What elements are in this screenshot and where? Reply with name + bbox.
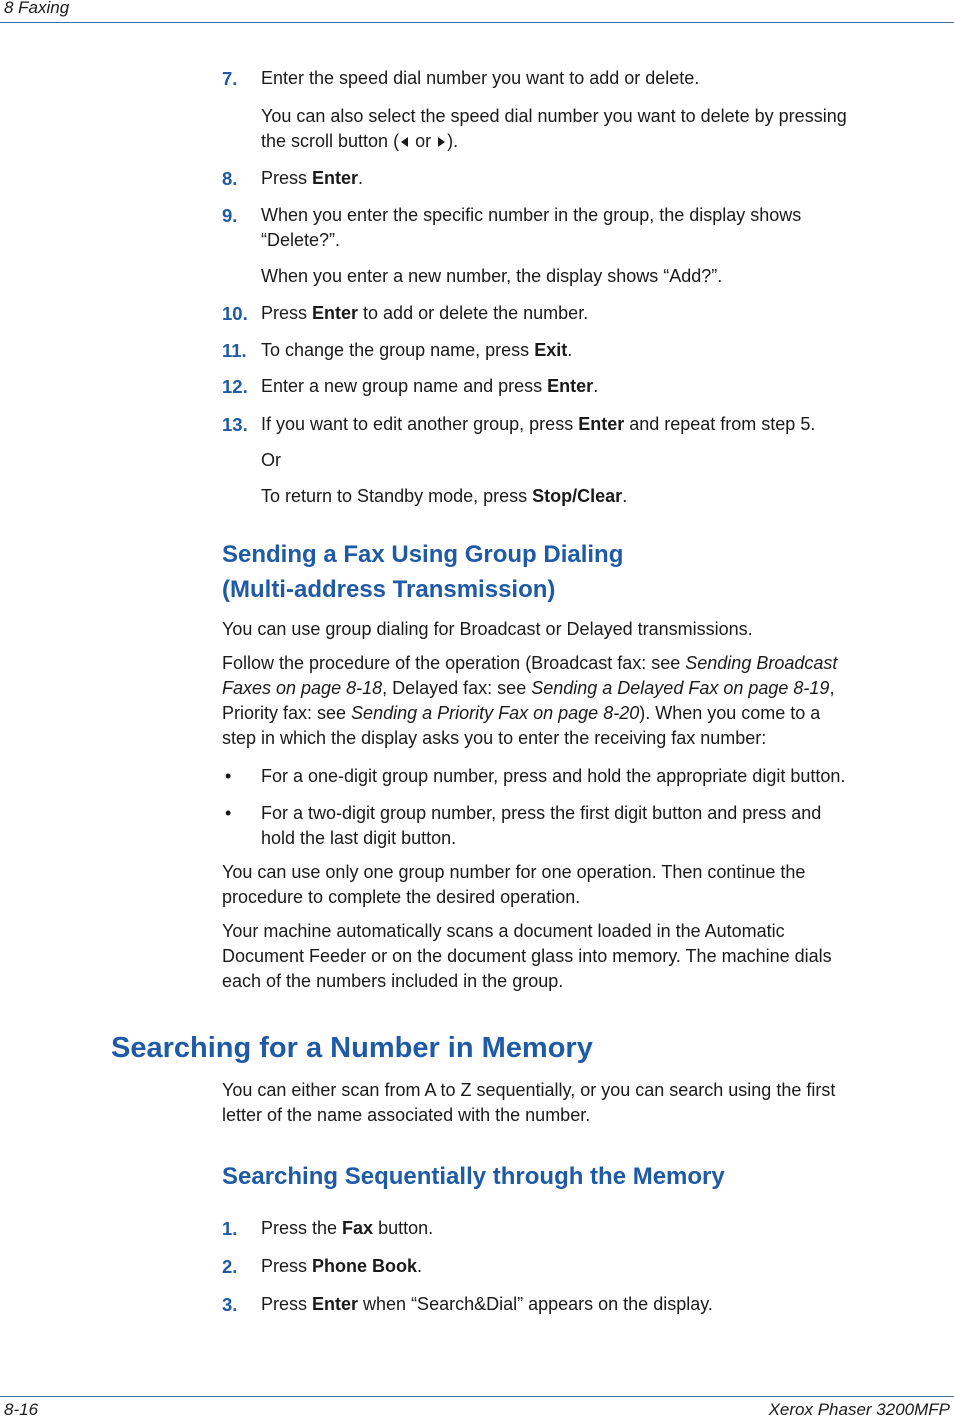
step-number: 1. bbox=[222, 1218, 238, 1239]
xref-link[interactable]: Sending a Priority Fax on page 8-20 bbox=[351, 703, 640, 723]
section-title-group-dialing: Sending a Fax Using Group Dialing bbox=[222, 541, 624, 568]
step-number: 10. bbox=[222, 303, 248, 324]
paragraph-line: Document Feeder or on the document glass into memory. The machine dials bbox=[222, 946, 832, 966]
step-text: If you want to edit another group, press Enter and repeat from step 5. bbox=[261, 414, 816, 434]
paragraph-line: each of the numbers included in the group. bbox=[222, 971, 564, 991]
xref-link[interactable]: Sending Broadcast bbox=[685, 653, 838, 673]
step-text: To change the group name, press Exit. bbox=[261, 340, 573, 360]
step-number: 7. bbox=[222, 68, 238, 89]
paragraph-line: You can use only one group number for one operation. Then continue the bbox=[222, 862, 806, 882]
step-text: Press Enter when “Search&Dial” appears on the display. bbox=[261, 1294, 713, 1314]
step-number: 9. bbox=[222, 205, 238, 226]
page-number: 8-16 bbox=[4, 1400, 39, 1419]
step-number: 11. bbox=[222, 340, 247, 361]
step-number: 12. bbox=[222, 376, 248, 397]
step-13-note: To return to Standby mode, press Stop/Clear. bbox=[261, 486, 628, 506]
bullet-icon: • bbox=[225, 803, 232, 823]
step-9-cont: “Delete?”. bbox=[261, 230, 341, 250]
step-number: 8. bbox=[222, 168, 238, 189]
section-title-group-dialing-line2: (Multi-address Transmission) bbox=[222, 576, 556, 603]
section-title-search: Searching for a Number in Memory bbox=[111, 1032, 593, 1064]
step-text: Enter a new group name and press Enter. bbox=[261, 376, 599, 396]
paragraph-line: Faxes on page 8-18, Delayed fax: see Sending a Delayed Fax on page 8-19, bbox=[222, 678, 835, 698]
paragraph: You can use group dialing for Broadcast or Delayed transmissions. bbox=[222, 619, 753, 639]
paragraph-line: Follow the procedure of the operation (Broadcast fax: see Sending Broadcast bbox=[222, 653, 838, 673]
step-number: 13. bbox=[222, 414, 248, 435]
scroll-left-icon bbox=[401, 137, 408, 147]
paragraph-line: procedure to complete the desired operation. bbox=[222, 887, 581, 907]
paragraph-line: step in which the display asks you to enter the receiving fax number: bbox=[222, 728, 767, 748]
paragraph-line: letter of the name associated with the number. bbox=[222, 1105, 591, 1125]
scroll-right-icon bbox=[438, 137, 445, 147]
chapter-title: 8 Faxing bbox=[4, 0, 70, 17]
step-number: 2. bbox=[222, 1256, 238, 1277]
subsection-title: Searching Sequentially through the Memory bbox=[222, 1163, 725, 1190]
page-footer bbox=[0, 1396, 954, 1419]
product-name: Xerox Phaser 3200MFP bbox=[768, 1400, 950, 1419]
step-13-or: Or bbox=[261, 450, 281, 470]
paragraph-line: Priority fax: see Sending a Priority Fax on page 8-20). When you come to a bbox=[222, 703, 821, 723]
bullet-icon: • bbox=[225, 766, 232, 786]
xref-link[interactable]: Sending a Delayed Fax on page 8-19 bbox=[531, 678, 830, 698]
step-text: Press Enter to add or delete the number. bbox=[261, 303, 589, 323]
step-text: Press Enter. bbox=[261, 168, 364, 188]
xref-link[interactable]: Faxes on page 8-18 bbox=[222, 678, 383, 698]
step-7-note-line2: the scroll button ( or ). bbox=[261, 131, 459, 151]
step-text: When you enter the specific number in the group, the display shows bbox=[261, 205, 802, 225]
step-text: Press the Fax button. bbox=[261, 1218, 434, 1238]
step-number: 3. bbox=[222, 1294, 238, 1315]
bullet-cont: hold the last digit button. bbox=[261, 828, 457, 848]
paragraph-line: Your machine automatically scans a document loaded in the Automatic bbox=[222, 921, 785, 941]
page-header bbox=[0, 0, 954, 23]
step-text: Enter the speed dial number you want to add or delete. bbox=[261, 68, 700, 88]
step-text: Press Phone Book. bbox=[261, 1256, 423, 1276]
paragraph-line: You can either scan from A to Z sequentially, or you can search using the first bbox=[222, 1080, 836, 1100]
step-7-note-line1: You can also select the speed dial number you want to delete by pressing bbox=[261, 106, 847, 126]
step-9-note: When you enter a new number, the display shows “Add?”. bbox=[261, 266, 723, 286]
